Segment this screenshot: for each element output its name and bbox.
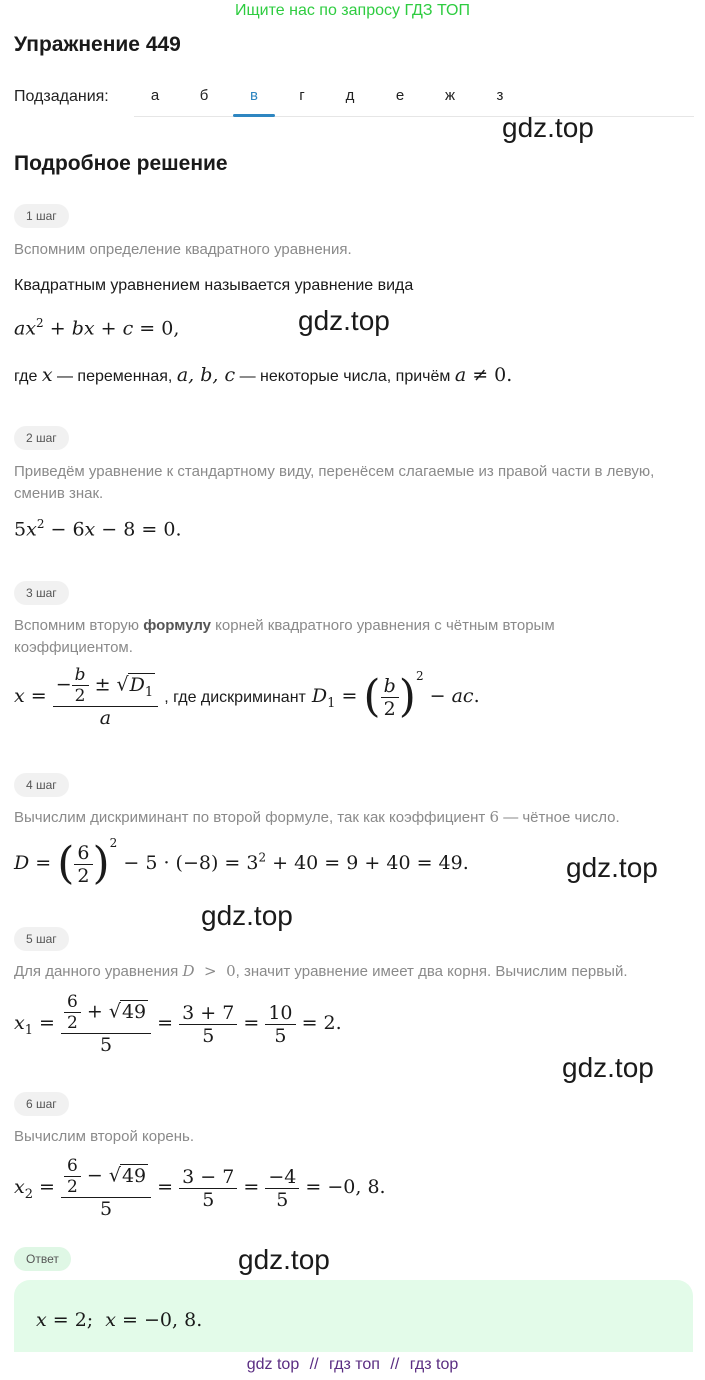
formula-discriminant: D = ( $\frac{6}{2}$ )$^2 - 5 \cdot (-8) = 3^2 + 40 = 9 + 40 = 49$.: [14, 836, 469, 889]
watermark: gdz.top: [566, 852, 658, 883]
formula-standard: $5x^2 - 6x - 8 = 0$.: [14, 517, 182, 541]
formula-x2: $x_2$ = $\frac{6}{2}$ − √49 5 = $\frac{3 - 7}{5}$ = $\frac{-4}{5}$ = −0, 8.: [14, 1156, 386, 1220]
page-title: Упражнение 449: [14, 33, 181, 56]
step-hint: Вычислим дискриминант по второй формуле, так как коэффициент 6 — чётное число.: [14, 808, 620, 826]
footer-separator: //: [390, 1356, 400, 1373]
step-hint: Для данного уравнения D > 0, значит уравнение имеет два корня. Вычислим первый.: [14, 962, 628, 980]
tab-z[interactable]: з: [496, 87, 504, 104]
footer-separator: //: [309, 1356, 319, 1373]
watermark: gdz.top: [238, 1244, 330, 1275]
step-hint: Вспомним определение квадратного уравнения.: [14, 241, 352, 258]
step-badge: 5 шаг: [14, 927, 69, 951]
step-badge: 6 шаг: [14, 1092, 69, 1116]
tab-zh[interactable]: ж: [444, 87, 456, 104]
tab-a[interactable]: а: [150, 87, 160, 104]
watermark: gdz.top: [201, 900, 293, 931]
footer-link[interactable]: гдз топ: [329, 1356, 380, 1373]
step-badge: 3 шаг: [14, 581, 69, 605]
subtasks-label: Подзадания:: [14, 88, 109, 105]
footer-link[interactable]: гдз top: [409, 1356, 459, 1373]
answer-box: [14, 1280, 693, 1352]
formula-roots: x = − $\frac{b}{2}$ ± $√D_1$ a , где дискриминант $D_1$ = ( $\frac{b}{2}$ )$^2$ − ac.: [14, 665, 480, 729]
step-hint: Вспомним вторую формулу корней квадратного уравнения с чётным вторым коэффициентом.: [14, 617, 555, 656]
solution-title: Подробное решение: [14, 152, 228, 175]
tab-e[interactable]: е: [395, 87, 405, 104]
subtasks-tabs: [134, 78, 694, 117]
watermark: gdz.top: [562, 1052, 654, 1083]
footer-link[interactable]: gdz top: [246, 1356, 300, 1373]
tab-d[interactable]: д: [345, 87, 355, 104]
footer-links: [0, 1356, 705, 1374]
formula-x1: $x_1$ = $\frac{6}{2}$ + √49 5 = $\frac{3 + 7}{5}$ = $\frac{10}{5}$ = 2.: [14, 992, 342, 1056]
tab-v[interactable]: в: [233, 78, 275, 116]
tab-b[interactable]: б: [199, 87, 209, 104]
watermark: gdz.top: [502, 112, 594, 143]
step-where: где x — переменная, a, b, c — некоторые числа, причём a ≠ 0.: [14, 364, 513, 386]
answer-formula: x = 2; x = −0, 8.: [36, 1309, 203, 1331]
step-hint: Вычислим второй корень.: [14, 1128, 195, 1145]
step-badge: 1 шаг: [14, 204, 69, 228]
formula-quadratic: $ax^2$ + bx + c = 0,: [14, 316, 180, 340]
search-banner: Ищите нас по запросу ГДЗ ТОП: [235, 2, 470, 19]
answer-badge: Ответ: [14, 1247, 71, 1271]
step-hint: Приведём уравнение к стандартному виду, перенёсем слагаемые из правой части в левую, сменив знак.: [14, 463, 655, 502]
step-badge: 4 шаг: [14, 773, 69, 797]
step-badge: 2 шаг: [14, 426, 69, 450]
step-text: Квадратным уравнением называется уравнение вида: [14, 277, 414, 294]
watermark: gdz.top: [298, 305, 390, 336]
tab-g[interactable]: г: [299, 87, 305, 104]
